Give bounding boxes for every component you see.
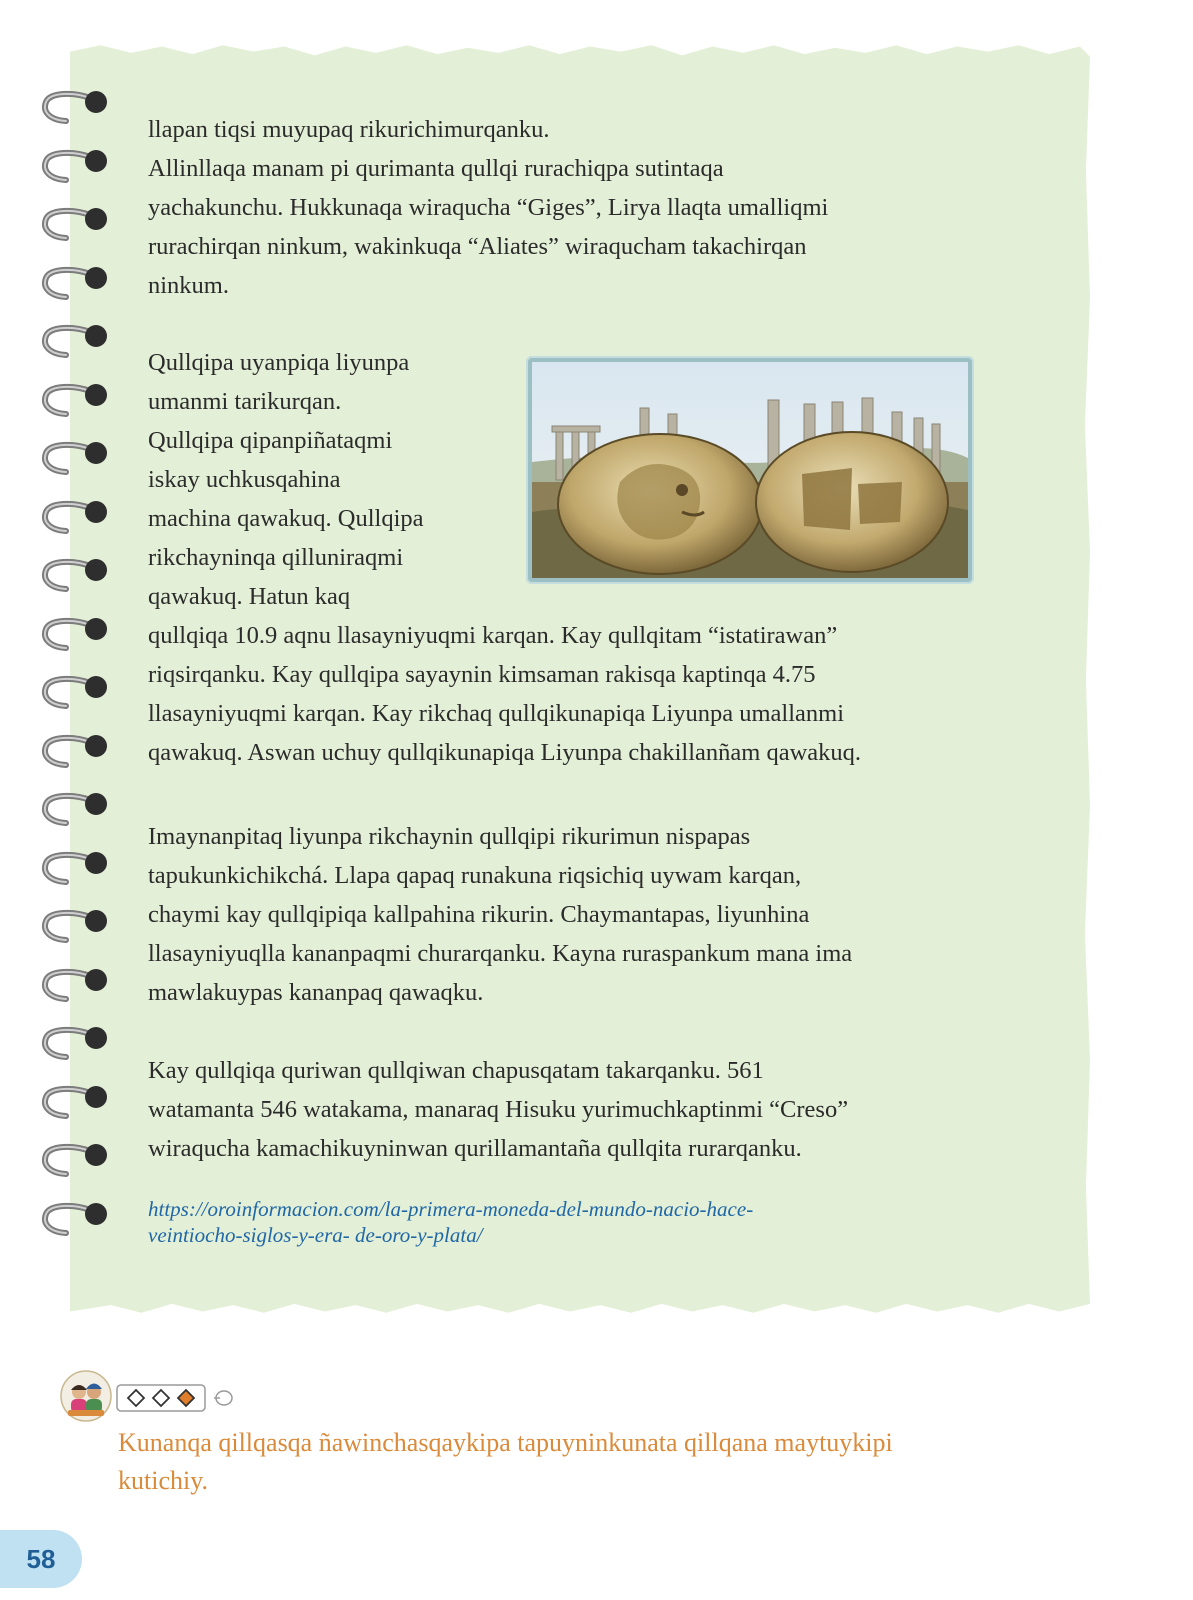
spiral-ring-icon — [40, 1083, 110, 1125]
spiral-ring-icon — [40, 849, 110, 891]
page-number: 58 — [0, 1530, 82, 1588]
text-line: riqsirqanku. Kay qullqipa sayaynin kimsaman rakisqa kaptinqa 4.75 — [148, 661, 816, 688]
text-line: qawakuq. Aswan uchuy qullqikunapiqa Liyunpa chakillanñam qawakuq. — [148, 739, 862, 766]
text-line: machina qawakuq. Qullqipa — [148, 505, 424, 532]
spiral-ring-icon — [40, 498, 110, 540]
text-line: wiraqucha kamachikuyninwan qurillamantaña qullqita rurarqanku. — [148, 1135, 802, 1162]
spiral-ring-icon — [40, 790, 110, 832]
spiral-ring-icon — [40, 322, 110, 364]
text-line: iskay uchkusqahina — [148, 466, 341, 493]
text-line: llasayniyuqlla kananpaqmi churarqanku. Kayna ruraspankum mana ima — [148, 940, 853, 967]
spiral-ring-icon — [40, 966, 110, 1008]
spiral-ring-icon — [40, 615, 110, 657]
lydian-coins-ruins-image — [532, 362, 968, 578]
text-line: umanmi tarikurqan. — [148, 388, 342, 415]
source-link-line[interactable]: https://oroinformacion.com/la-primera-moneda-del-mundo-nacio-hace- — [148, 1197, 754, 1221]
spiral-ring-icon — [40, 673, 110, 715]
activity-instruction — [118, 1424, 1058, 1500]
text-line: Kay qullqiqa quriwan qullqiwan chapusqatam takarqanku. 561 — [148, 1057, 764, 1084]
spiral-ring-icon — [40, 205, 110, 247]
paragraph-2-wrapped — [148, 343, 508, 616]
text-line: Allinllaqa manam pi qurimanta qullqi rurachiqpa sutintaqa — [148, 155, 724, 182]
activity-header — [60, 1370, 320, 1420]
instruction-line: Kunanqa qillqasqa ñawinchasqaykipa tapuyninkunata qillqana maytuykipi — [118, 1428, 893, 1457]
text-line: rikchayninqa qilluniraqmi — [148, 544, 404, 571]
paragraph-1 — [148, 110, 1028, 305]
students-icon — [60, 1370, 112, 1422]
spiral-ring-icon — [40, 1024, 110, 1066]
text-line: tapukunkichikchá. Llapa qapaq runakuna riqsichiq uywam karqan, — [148, 862, 802, 889]
text-line: llapan tiqsi muyupaq rikurichimurqanku. — [148, 116, 550, 143]
text-line: yachakunchu. Hukkunaqa wiraqucha “Giges”, Lirya llaqta umalliqmi — [148, 194, 829, 221]
spiral-ring-icon — [40, 732, 110, 774]
text-line: Qullqipa uyanpiqa liyunpa — [148, 349, 410, 376]
instruction-line: kutichiy. — [118, 1466, 209, 1495]
spiral-ring-icon — [40, 147, 110, 189]
text-line: llasayniyuqmi karqan. Kay rikchaq qullqikunapiqa Liyunpa umallanmi — [148, 700, 845, 727]
spiral-ring-icon — [40, 556, 110, 598]
text-line: mawlakuypas kananpaq qawaqku. — [148, 979, 484, 1006]
paragraph-2-continued — [148, 616, 1028, 772]
text-line: chaymi kay qullqipiqa kallpahina rikurin. Chaymantapas, liyunhina — [148, 901, 810, 928]
text-line: Imaynanpitaq liyunpa rikchaynin qullqipi rikurimun nispapas — [148, 823, 751, 850]
source-link[interactable] — [148, 1196, 1008, 1248]
spiral-ring-icon — [40, 1200, 110, 1242]
spiral-ring-icon — [40, 907, 110, 949]
spiral-ring-icon — [40, 381, 110, 423]
text-line: ninkum. — [148, 272, 229, 299]
spiral-ring-icon — [40, 1141, 110, 1183]
text-line: watamanta 546 watakama, manaraq Hisuku yurimuchkaptinmi “Creso” — [148, 1096, 849, 1123]
spiral-ring-icon — [40, 264, 110, 306]
coin-photo — [526, 356, 974, 584]
text-line: qawakuq. Hatun kaq — [148, 583, 351, 610]
spiral-ring-icon — [40, 88, 110, 130]
source-link-line[interactable]: veintiocho-siglos-y-era- de-oro-y-plata/ — [148, 1223, 483, 1247]
paragraph-4 — [148, 1051, 1028, 1168]
text-line: qullqiqa 10.9 aqnu llasayniyuqmi karqan. Kay qullqitam “istatirawan” — [148, 622, 838, 649]
text-line: Qullqipa qipanpiñataqmi — [148, 427, 393, 454]
text-line: rurachirqan ninkum, wakinkuqa “Aliates” wiraqucham takachirqan — [148, 233, 807, 260]
spiral-ring-icon — [40, 439, 110, 481]
difficulty-level-icon — [116, 1382, 234, 1414]
paragraph-3 — [148, 817, 1028, 1012]
